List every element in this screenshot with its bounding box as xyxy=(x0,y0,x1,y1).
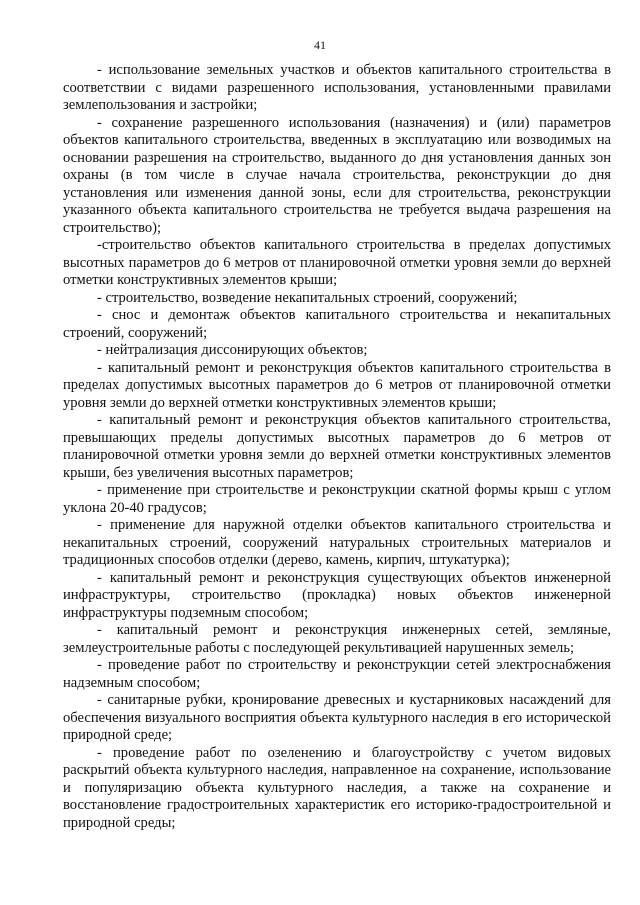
paragraph-repair-within-limits: - капитальный ремонт и реконструкция объектов капитального строительства в пределах допустимых высотных параметров до 6 метров от планировочной отметки уровня земли до верхней отметки конструктивных элементов крыши; xyxy=(63,359,611,411)
paragraph-neutralization: - нейтрализация диссонирующих объектов; xyxy=(97,342,368,358)
paragraph-sanitary-felling: - санитарные рубки, кронирование древесных и кустарниковых насаждений для обеспечения визуального восприятия объекта культурного наследия в его исторической природной среде; xyxy=(63,692,611,743)
paragraph-preserve-permitted-use: - сохранение разрешенного использования (назначения) и (или) параметров объектов капитального строительства, введенных в эксплуатацию или возводимых на основании разрешения на строительство, выданного до дня установления данных зон охраны (в том числе в случае начала строительства, реконструкции до дня установления или изменения данной зоны, если для строительства, реконструкции указанного объекта капитального строительства не требуется выдача разрешения на строительство); xyxy=(63,114,611,236)
paragraph-land-use: - использование земельных участков и объектов капитального строительства в соответствии с видами разрешенного использования, установленными правилами землепользования и застройки; xyxy=(63,62,611,113)
paragraph-noncapital-construction: - строительство, возведение некапитальных строений, сооружений; xyxy=(97,289,518,306)
page-number: 41 xyxy=(314,38,326,52)
paragraph-construction-height-limit: -строительство объектов капитального строительства в пределах допустимых высотных параметров до 6 метров от планировочной отметки уровня земли до верхней отметки конструктивных элементов крыши; xyxy=(63,237,611,288)
paragraph-pitched-roofs: - применение при строительстве и реконструкции скатной формы крыш с углом уклона 20-40 градусов; xyxy=(63,482,611,516)
paragraph-repair-exceeding-limits: - капитальный ремонт и реконструкция объектов капитального строительства, превышающих пределы допустимых высотных параметров до 6 метров от планировочной отметки уровня земли до верхней отметки конструктивных элементов крыши, без увеличения высотных параметров; xyxy=(63,412,611,481)
paragraph-engineering-networks: - капитальный ремонт и реконструкция инженерных сетей, земляные, землеустроительные работы с последующей рекультивацией нарушенных земель; xyxy=(63,622,611,656)
paragraph-landscaping: - проведение работ по озеленению и благоустройству с учетом видовых раскрытий объекта культурного наследия, направленное на сохранение, использование и популяризацию объекта культурного наследия, а также на сохранение и восстановление градостроительных характеристик его историко-градостроительной и природной среды; xyxy=(63,744,611,831)
paragraph-demolition: - снос и демонтаж объектов капитального строительства и некапитальных строений, сооружений; xyxy=(63,307,611,341)
paragraph-power-networks: - проведение работ по строительству и реконструкции сетей электроснабжения надземным способом; xyxy=(63,657,611,691)
document-body xyxy=(63,62,611,832)
paragraph-engineering-infrastructure: - капитальный ремонт и реконструкция существующих объектов инженерной инфраструктуры, строительство (прокладка) новых объектов инженерной инфраструктуры подземным способом; xyxy=(63,569,611,621)
paragraph-natural-materials: - применение для наружной отделки объектов капитального строительства и некапитальных строений, сооружений натуральных строительных материалов и традиционных способов отделки (дерево, камень, кирпич, штукатурка); xyxy=(63,517,611,568)
